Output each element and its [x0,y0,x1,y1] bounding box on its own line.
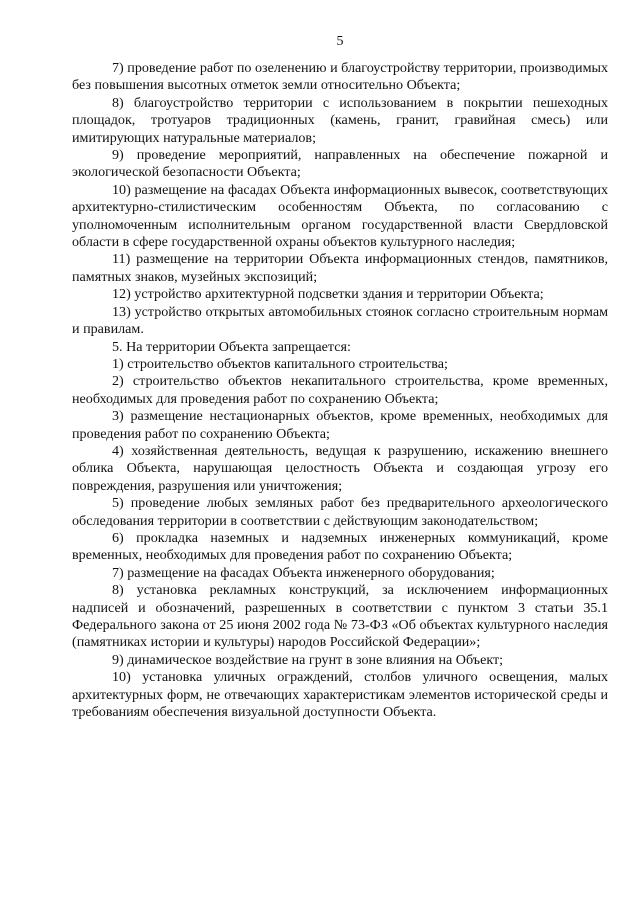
paragraph-street-fences: 10) установка уличных ограждений, столбов уличного освещения, малых архитектурных форм, не отвечающих характеристикам элементов исторической среды и требованиям обеспечения визуальной доступности Объекта. [72,669,608,721]
paragraph-facade-equipment: 7) размещение на фасадах Объекта инженерного оборудования; [112,564,495,581]
paragraph-greening: 7) проведение работ по озеленению и благоустройству территории, производимых без повышения высотных отметок земли относительно Объекта; [72,60,608,94]
paragraph-info-stands: 11) размещение на территории Объекта информационных стендов, памятников, памятных знаков, музейных экспозиций; [72,251,608,285]
paragraph-economic-activity: 4) хозяйственная деятельность, ведущая к разрушению, искажению внешнего облика Объекта, нарушающая целостность Объекта и создающая угрозу его повреждения, разрушения или уничтожения; [72,442,608,494]
paragraph-advertising: 8) установка рекламных конструкций, за исключением информационных надписей и обозначений, разрешенных в соответствии с пунктом 3 статьи 35.1 Федерального закона от 25 июня 2002 года № 73-ФЗ «Об объектах культурного наследия (памятниках истории и культуры) народов Российской Федерации»; [72,582,608,651]
paragraph-signboards: 10) размещение на фасадах Объекта информационных вывесок, соответствующих архитектурно-стилистическим особенностям Объекта, по согласованию с уполномоченным исполнительным органом государственной власти Свердловской области в сфере государственной охраны объектов культурного наследия; [72,181,608,251]
paragraph-parking: 13) устройство открытых автомобильных стоянок согласно строительным нормам и правилам. [72,303,608,338]
paragraph-nonstationary-objects: 3) размещение нестационарных объектов, кроме временных, необходимых для проведения работ по сохранению Объекта; [72,408,608,442]
paragraph-fire-safety: 9) проведение мероприятий, направленных на обеспечение пожарной и экологической безопасности Объекта; [72,147,608,181]
paragraph-capital-construction: 1) строительство объектов капитального строительства; [112,355,448,372]
document-body [72,60,608,721]
paragraph-utilities: 6) прокладка наземных и надземных инженерных коммуникаций, кроме временных, необходимых для проведения работ по сохранению Объекта; [72,529,608,564]
paragraph-lighting: 12) устройство архитектурной подсветки здания и территории Объекта; [112,286,544,303]
page-number: 5 [336,34,344,49]
paragraph-landscaping: 8) благоустройство территории с использованием в покрытии пешеходных площадок, тротуаров традиционных (камень, гранит, гравийная смесь) или имитирующих натуральные материалов; [72,94,608,146]
paragraph-dynamic-impact: 9) динамическое воздействие на грунт в зоне влияния на Объект; [112,651,504,668]
paragraph-noncapital-construction: 2) строительство объектов некапитального строительства, кроме временных, необходимых для проведения работ по сохранению Объекта; [72,373,608,407]
paragraph-earthworks: 5) проведение любых земляных работ без предварительного археологического обследования территории в соответствии с действующим законодательством; [72,495,608,529]
section-heading-prohibited: 5. На территории Объекта запрещается: [112,338,351,355]
